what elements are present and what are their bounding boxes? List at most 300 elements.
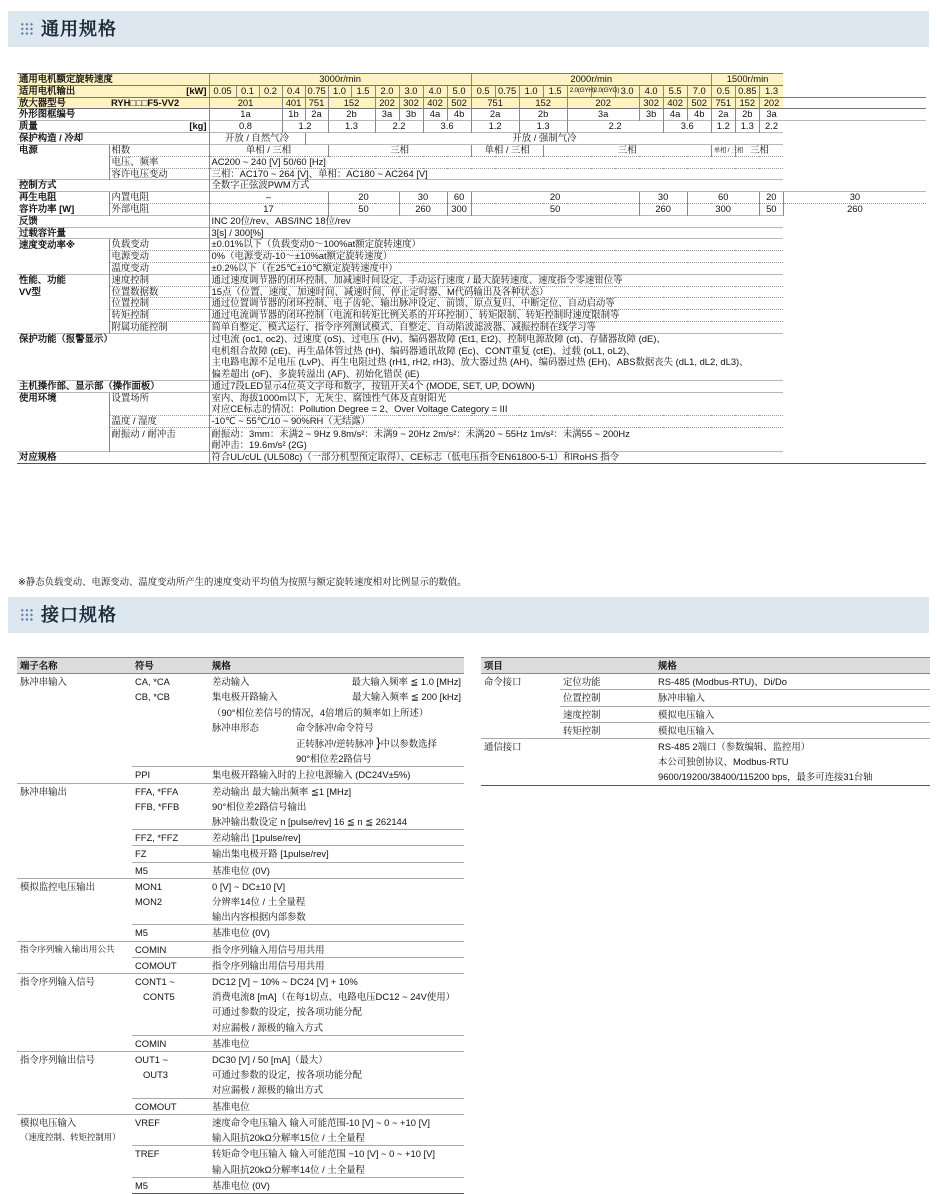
comout-spec: 指令序列输出用信号用共用 <box>209 957 464 973</box>
output-cell: 0.5 <box>471 85 495 97</box>
load-var-row <box>17 239 926 251</box>
col-header: 规格 <box>209 658 464 674</box>
m5-spec: 基准电位 (0V) <box>209 925 464 941</box>
phase-label: 相数 <box>109 144 209 156</box>
seq-out-sym: OUT3 <box>143 1069 169 1081</box>
frame-label: 外形图框编号 <box>19 108 76 120</box>
external-cell: 50 <box>328 203 399 215</box>
aux-row <box>17 322 926 334</box>
model-cell: 401 <box>282 97 305 109</box>
pulse-form: 正转脉冲/逆转脉冲 <box>296 738 374 750</box>
power-var-label: 电源变动 <box>109 251 209 263</box>
cmd-if-label: 命令接口 <box>481 674 560 739</box>
output-cell: 1.3 <box>759 85 783 97</box>
monitor-sym: MON1 <box>135 880 163 892</box>
speed-group-1500: 1500r/min <box>711 74 783 86</box>
mass-cell: 1.3 <box>519 121 567 133</box>
model-row <box>17 97 926 109</box>
operation-label: 主机操作部、显示部（操作面板） <box>17 381 209 393</box>
table-row <box>481 674 930 690</box>
pulse-out-sym: FFA, *FFA <box>135 785 179 797</box>
temp-var-row <box>17 263 926 275</box>
phase-cell: 三相 <box>543 144 711 156</box>
mass-cell: 1.3 <box>735 121 759 133</box>
frame-cell: 2a <box>305 109 328 121</box>
m5-spec: 基准电位 (0V) <box>209 1177 464 1193</box>
cooling-natural: 开放 / 自然气冷 <box>209 133 305 145</box>
pulse-in-sym: CA, *CA <box>135 676 170 688</box>
col-header: 项目 <box>481 658 560 674</box>
common-name: 指令序列输入输出用公共 <box>17 941 132 973</box>
monitor-l1: 0 [V] ~ DC±10 [V] <box>212 880 286 892</box>
comin-sym: COMIN <box>132 1035 209 1051</box>
mass-cell: 1.2 <box>282 121 328 133</box>
model-cell: 202 <box>375 97 399 109</box>
control-method-label: 控制方式 <box>17 180 209 192</box>
pulse-in-symbols <box>132 674 209 767</box>
regen-label: 再生电阻 <box>17 192 109 204</box>
speed-group-2000: 2000r/min <box>471 74 711 86</box>
frame-cell: 4a <box>423 109 447 121</box>
comin-spec: 基准电位 <box>209 1035 464 1051</box>
output-cell: 2.0(GYG) <box>591 85 615 97</box>
item-label: 定位功能 <box>563 676 601 688</box>
vib-line: 耐振动：3mm：未满2 ~ 9Hz 9.8m/s²：未满9 ~ 20Hz 2m/s²：未满20 ~ 55Hz 1m/s²：未满55 ~ 200Hz <box>209 428 783 440</box>
seq-in-l3: 可通过参数的设定，按各项功能分配 <box>212 1006 363 1018</box>
frame-cell: 4a <box>663 109 687 121</box>
external-cell: 260 <box>639 203 687 215</box>
pulse-out-symbols <box>132 783 209 830</box>
install-row <box>17 392 926 404</box>
vref-l1: 速度命令电压输入 输入可能范围-10 [V] ~ 0 ~ +10 [V] <box>212 1116 431 1128</box>
pulse-in-l3: （90°相位差信号的情况，4倍增后的频率如上所述） <box>212 706 429 718</box>
mass-cell: 0.8 <box>209 121 282 133</box>
brace-icon: } <box>376 735 381 751</box>
protect-line: 主电路电源不足电压 (LvP)、再生电阻过热 (rH1, rH2, rH3)、放大器过热 (AH)、编码器过热 (EH)、ABS数据丧失 (dL1, dL2, dL3)、 <box>209 357 783 369</box>
external-cell: 300 <box>687 203 759 215</box>
pos-data-value: 15点（位置、速度、加速时间、减速时间、停止定时器、M代码输出及各种状态） <box>209 286 783 298</box>
seq-out-l1: DC30 [V] / 50 [mA]（最大） <box>212 1054 328 1066</box>
mass-row <box>17 121 926 133</box>
perf-label: 性能、功能 <box>17 274 109 286</box>
pos-ctrl-value: 通过位置调节器的闭环控制、电子齿轮、输出脉冲设定、前馈、原点复归、中断定位、自动启动等 <box>209 298 783 310</box>
model-cell: 152 <box>735 97 759 109</box>
seq-in-name: 指令序列输入信号 <box>17 974 132 1052</box>
output-cell: 2.0(GYH) <box>567 85 591 97</box>
feedback-value: INC 20位/rev、ABS/INC 18位/rev <box>209 215 783 227</box>
external-cell: 260 <box>783 203 926 215</box>
pulse-in-l1: 差动输入 <box>212 676 250 688</box>
power-label: 电源 <box>17 144 109 156</box>
pulse-out-sym: FFB, *FFB <box>135 800 180 812</box>
item-label: 速度控制 <box>560 706 655 722</box>
seq-out-name: 指令序列输出信号 <box>17 1052 132 1115</box>
pulse-in-line <box>209 674 464 690</box>
output-label: 适用电机输出 <box>17 85 109 97</box>
col-header: 规格 <box>655 658 930 674</box>
torque-ctrl-value: 通过电流调节器的闭环控制（电流和转矩比例关系的开环控制）、转矩限制、转矩控制时速度限制等 <box>209 310 783 322</box>
control-method-value: 全数字正弦波PWM方式 <box>209 180 783 192</box>
env-label: 使用环境 <box>17 392 109 404</box>
output-cell: 5.0 <box>447 85 471 97</box>
model-cell: 302 <box>639 97 663 109</box>
frame-cell: 3a <box>759 109 783 121</box>
col-header: 端子名称 <box>17 658 132 674</box>
pulse-out-name: 脉冲串输出 <box>17 783 132 878</box>
vref-sym: VREF <box>135 1116 161 1128</box>
table-header-row <box>17 658 464 674</box>
output-cell: 3.0 <box>399 85 423 97</box>
phase-cell: 单相 / 三相 <box>471 144 543 156</box>
frame-cell: 3b <box>639 109 663 121</box>
monitor-l2: 分辨率14位 / 土全量程 <box>212 896 306 908</box>
model-cell: 302 <box>399 97 423 109</box>
monitor-sym: MON2 <box>135 896 163 908</box>
protect-label: 保护功能（报警显示） <box>17 333 209 345</box>
model-cell: 402 <box>423 97 447 109</box>
analog-in-name-cell <box>17 1114 132 1193</box>
comout-sym: COMOUT <box>132 957 209 973</box>
m5-sym: M5 <box>132 925 209 941</box>
tref-sym: TREF <box>132 1146 209 1177</box>
m5-spec: 基准电位 (0V) <box>209 862 464 878</box>
temp-hum-row <box>17 416 926 428</box>
speed-group-3000: 3000r/min <box>209 74 471 86</box>
table-row <box>17 783 464 799</box>
protect-line: 电机组合故障 (cE)、再生晶体管过热 (tH)、编码器通讯故障 (Ec)、CONT重复 (ctE)、过载 (oL1, oL2)、 <box>209 345 783 357</box>
rated-speed-row <box>17 74 926 86</box>
internal-cell: 30 <box>783 192 926 204</box>
pos-data-row <box>17 286 926 298</box>
internal-cell: – <box>209 192 328 204</box>
external-cell: 260 <box>399 203 447 215</box>
std-row <box>17 451 926 463</box>
item-spec: RS-485 (Modbus-RTU)、Di/Do <box>658 676 788 688</box>
table-row <box>17 941 464 957</box>
mass-cell: 1.3 <box>328 121 375 133</box>
feedback-row <box>17 215 926 227</box>
comout-spec: 基准电位 <box>209 1098 464 1114</box>
frame-cell: 3b <box>399 109 423 121</box>
mass-unit: [kg] <box>109 121 209 133</box>
model-label: 放大器型号 <box>17 97 109 109</box>
internal-cell: 30 <box>639 192 687 204</box>
pulse-in-name: 脉冲串输入 <box>17 674 132 783</box>
pulse-in-l2r: 最大输入频率 ≦ 200 [kHz] <box>352 691 461 703</box>
internal-cell: 60 <box>447 192 471 204</box>
model-cell: 152 <box>519 97 567 109</box>
col-header: 符号 <box>132 658 209 674</box>
seq-in-l1: DC12 [V] − 10% ~ DC24 [V] + 10% <box>212 976 358 988</box>
mass-cell: 2.2 <box>759 121 783 133</box>
table-row <box>17 674 464 690</box>
model-name: RYH□□□F5-VV2 <box>109 97 209 109</box>
protect-line: 偏差超出 (oF)、多旋转溢出 (AF)、初始化错误 (iE) <box>209 369 783 381</box>
output-cell: 0.75 <box>495 85 519 97</box>
comin-spec: 指令序列输入用信号用共用 <box>212 943 325 955</box>
install-label: 设置场所 <box>109 392 209 404</box>
interface-terminal-table <box>17 657 464 1194</box>
comm-if-label: 通信接口 <box>481 739 655 786</box>
torque-ctrl-row <box>17 310 926 322</box>
output-cell: 4.0 <box>639 85 663 97</box>
dots-icon <box>20 22 34 36</box>
power-var-row <box>17 251 926 263</box>
general-spec-title: 通用规格 <box>41 18 117 39</box>
pulse-form: 命令脉冲/命令符号 <box>296 721 374 733</box>
phase-cell: 单相 / 三相 <box>711 144 735 156</box>
voltage-row <box>17 156 926 168</box>
phase-cell: 单相 / 三相 <box>209 144 328 156</box>
external-cell: 17 <box>209 203 328 215</box>
seq-out-l3: 对应漏极 / 源极的输出方式 <box>212 1084 323 1096</box>
overload-label: 过载容许量 <box>17 227 209 239</box>
model-cell: 502 <box>687 97 711 109</box>
frame-cell: 2b <box>328 109 375 121</box>
seq-in-l4: 对应漏极 / 源极的输入方式 <box>212 1021 323 1033</box>
interface-spec-header <box>8 597 929 633</box>
control-method-row <box>17 180 926 192</box>
pulse-in-l2: 集电极开路输入 <box>212 691 278 703</box>
m5-sym: M5 <box>132 1177 209 1193</box>
protect-row <box>17 345 926 357</box>
pos-ctrl-label: 位置控制 <box>109 298 209 310</box>
general-spec-table <box>17 73 926 464</box>
overload-value: 3[s] / 300[%] <box>209 227 783 239</box>
analog-in-name2: （速度控制、转矩控制用） <box>20 1132 121 1143</box>
pulse-form-line <box>209 735 464 751</box>
monitor-name: 模拟监控电压输出 <box>17 878 132 941</box>
fz-sym: FZ <box>132 846 209 862</box>
seq-out-symbols <box>132 1052 209 1099</box>
item-spec: 模拟电压输入 <box>655 722 930 738</box>
output-cell: 1.5 <box>351 85 375 97</box>
std-value: 符合UL/cUL (UL508c)（一部分机型预定取得）、CE标志（低电压指令EN61800-5-1）和RoHS 指令 <box>209 451 783 463</box>
dots-icon <box>20 608 34 622</box>
pulse-form: 90°相位差2路信号 <box>296 753 372 765</box>
temp-var-label: 温度变动 <box>109 263 209 275</box>
ffz-sym: FFZ, *FFZ <box>132 830 209 846</box>
analog-in-name: 模拟电压输入 <box>20 1116 77 1128</box>
regen-external-row <box>17 203 926 215</box>
m5-sym: M5 <box>132 862 209 878</box>
table-row <box>481 739 930 755</box>
vib-row <box>17 428 926 440</box>
phase-cell: 三相 <box>735 144 783 156</box>
frame-cell: 1a <box>209 109 282 121</box>
seq-in-symbols <box>132 974 209 1036</box>
item-spec: 模拟电压输入 <box>655 706 930 722</box>
mass-cell: 1.2 <box>711 121 735 133</box>
comm-line: RS-485 2端口（参数编辑、监控用） <box>658 741 811 753</box>
output-unit: [kW] <box>109 85 209 97</box>
mass-cell: 3.6 <box>663 121 711 133</box>
install-row <box>17 404 926 416</box>
seq-in-l2: 消费电流8 [mA]（在每1切点、电路电压DC12 ~ 24V使用） <box>212 991 456 1003</box>
output-cell: 1.0 <box>519 85 543 97</box>
pulse-out-l1: 差动输出 最大输出频率 ≦1 [MHz] <box>212 785 352 797</box>
output-cell: 0.05 <box>209 85 236 97</box>
item-label: 转矩控制 <box>560 722 655 738</box>
mass-cell: 1.2 <box>471 121 519 133</box>
feedback-label: 反馈 <box>17 215 209 227</box>
comout-sym: COMOUT <box>132 1098 209 1114</box>
output-row <box>17 85 926 97</box>
monitor-l3: 输出内容根据内部参数 <box>212 911 306 923</box>
voltage-label: 电压、频率 <box>109 156 209 168</box>
mass-cell: 3.6 <box>423 121 471 133</box>
external-cell: 50 <box>759 203 783 215</box>
internal-cell: 20 <box>471 192 639 204</box>
frame-cell: 2b <box>735 109 759 121</box>
frame-cell: 4b <box>687 109 711 121</box>
pulse-out-l3: 脉冲输出数设定 n [pulse/rev] 16 ≦ n ≦ 262144 <box>212 816 407 828</box>
install-line: 对应CE标志的情况：Pollution Degree = 2、Over Voltage Category = III <box>209 404 783 416</box>
tref-l2: 输入阻抗20kΩ分解率14位 / 土全量程 <box>212 1163 365 1175</box>
comm-line: 9600/19200/38400/115200 bps，最多可连接31台轴 <box>655 769 930 785</box>
voltage-value: AC200 ~ 240 [V] 50/60 [Hz] <box>209 156 783 168</box>
vib-label: 耐振动 / 耐冲击 <box>109 428 209 440</box>
internal-cell: 60 <box>687 192 759 204</box>
tolerance-value: 三相：AC170 ~ 264 [V]、单相：AC180 ~ AC264 [V] <box>209 168 783 180</box>
tref-l1: 转矩命令电压输入 输入可能范围 −10 [V] ~ 0 ~ +10 [V] <box>209 1146 464 1162</box>
vib-row <box>17 440 926 452</box>
phase-row <box>17 144 926 156</box>
model-cell: 502 <box>447 97 471 109</box>
interface-item-table <box>481 657 930 786</box>
pos-data-label: 位置数据数 <box>109 286 209 298</box>
model-cell: 751 <box>305 97 328 109</box>
frame-cell: 2a <box>471 109 519 121</box>
output-cell: 3.0 <box>615 85 639 97</box>
temp-var-value: ±0.2%以下（在25℃±10℃额定旋转速度中） <box>209 263 783 275</box>
pulse-form-line <box>209 751 464 767</box>
output-cell: 0.4 <box>282 85 305 97</box>
footnote: ※静态负载变动、电源变动、温度变动所产生的速度变动平均值为按照与额定旋转速度相对比例显示的数值。 <box>18 576 467 587</box>
torque-ctrl-label: 转矩控制 <box>109 310 209 322</box>
table-header-row <box>481 658 930 674</box>
col-header <box>560 658 655 674</box>
aux-label: 附属功能控制 <box>109 322 209 334</box>
rated-speed-label: 通用电机额定旋转速度 <box>17 74 209 86</box>
internal-cell: 20 <box>759 192 783 204</box>
table-row <box>17 1052 464 1068</box>
frame-cell: 2b <box>519 109 567 121</box>
external-cell: 300 <box>447 203 471 215</box>
operation-row <box>17 381 926 393</box>
vref-l2: 输入阻抗20kΩ分解率15位 / 土全量程 <box>212 1132 365 1144</box>
comin-sym: COMIN <box>135 943 167 955</box>
output-cell: 2.0 <box>375 85 399 97</box>
pulse-in-l1r: 最大输入频率 ≦ 1.0 [MHz] <box>351 676 461 688</box>
frame-cell: 1b <box>282 109 305 121</box>
ppi-spec: 集电极开路输入时的上拉电源输入 (DC24V±5%) <box>209 767 464 783</box>
ppi-sym: PPI <box>132 767 209 783</box>
model-cell: 402 <box>663 97 687 109</box>
cooling-forced: 开放 / 强制气冷 <box>305 133 783 145</box>
model-cell: 201 <box>209 97 282 109</box>
pulse-form-line <box>209 720 464 735</box>
interface-spec-title: 接口规格 <box>41 604 117 625</box>
frame-cell: 3a <box>567 109 639 121</box>
mass-label: 质量 <box>17 121 109 133</box>
speed-ctrl-label: 速度控制 <box>109 274 209 286</box>
pulse-form-label: 脉冲串形态 <box>212 721 259 733</box>
protect-row <box>17 333 926 345</box>
model-cell: 751 <box>471 97 519 109</box>
speed-var-label: 速度变动率※ <box>17 239 109 251</box>
cooling-label: 保护构造 / 冷却 <box>17 133 209 145</box>
output-cell: 0.75 <box>305 85 328 97</box>
seq-out-l2: 可通过参数的设定，按各项功能分配 <box>212 1069 363 1081</box>
item-label: 位置控制 <box>560 690 655 706</box>
speed-ctrl-row <box>17 274 926 286</box>
table-row <box>17 1114 464 1130</box>
mass-cell: 2.2 <box>567 121 663 133</box>
ffz-spec: 差动输出 [1pulse/rev] <box>209 830 464 846</box>
model-cell: 751 <box>711 97 735 109</box>
frame-row <box>17 109 926 121</box>
vib-line: 耐冲击：19.6m/s² (2G) <box>209 440 783 452</box>
internal-cell: 20 <box>328 192 399 204</box>
speed-ctrl-value: 通过速度调节器的闭环控制、加减速时间设定、手动运行速度 / 最大旋转速度、速度指令零速钳位等 <box>209 274 783 286</box>
internal-label: 内置电阻 <box>109 192 209 204</box>
output-cell: 1.0 <box>328 85 351 97</box>
frame-cell: 4b <box>447 109 471 121</box>
pulse-in-line <box>209 689 464 704</box>
fz-spec: 输出集电极开路 [1pulse/rev] <box>209 846 464 862</box>
table-row <box>17 974 464 990</box>
output-cell: 7.0 <box>687 85 711 97</box>
model-cell: 152 <box>328 97 375 109</box>
pulse-in-sym: CB, *CB <box>135 691 170 703</box>
seq-in-sym: CONT5 <box>143 991 175 1003</box>
internal-cell: 30 <box>399 192 447 204</box>
regen-power-label: 容许功率 [W] <box>19 202 75 214</box>
phase-cell: 三相 <box>328 144 471 156</box>
temp-hum-value: -10℃ ~ 55℃/10 ~ 90%RH（无结露） <box>209 416 783 428</box>
general-spec-header <box>8 11 929 47</box>
std-label: 对应规格 <box>17 451 209 463</box>
output-cell: 0.85 <box>735 85 759 97</box>
model-cell: 202 <box>567 97 639 109</box>
overload-row <box>17 227 926 239</box>
seq-in-sym: CONT1 ~ <box>135 976 175 988</box>
output-cell: 1.5 <box>543 85 567 97</box>
seq-out-sym: OUT1 ~ <box>135 1054 169 1066</box>
operation-value: 通过7段LED显示4位英文字母和数字，按钮开关4个 (MODE, SET, UP, DOWN) <box>209 381 783 393</box>
power-var-value: 0%（电源变动-10～±10%at额定旋转速度） <box>209 251 783 263</box>
load-var-value: ±0.01%以下（负载变动0～100%at额定旋转速度） <box>209 239 783 251</box>
regen-internal-row <box>17 192 926 204</box>
pos-ctrl-row <box>17 298 926 310</box>
mass-cell: 2.2 <box>375 121 423 133</box>
table-row <box>17 878 464 894</box>
tolerance-label: 容许电压变动 <box>109 168 209 180</box>
output-cell: 0.2 <box>259 85 282 97</box>
pulse-form-note: 中以参数选择 <box>380 738 437 750</box>
load-var-label: 负载变动 <box>109 239 209 251</box>
aux-value: 简单自整定、模式运行、指令序列测试模式、自整定、自动陷波滤波器、减振控制在线学习等 <box>209 322 783 334</box>
output-cell: 5.5 <box>663 85 687 97</box>
perf-label-2: VV型 <box>19 285 41 297</box>
output-cell: 4.0 <box>423 85 447 97</box>
pulse-out-l2: 90°相位差2路信号输出 <box>212 800 307 812</box>
model-cell: 202 <box>759 97 783 109</box>
temp-hum-label: 温度 / 湿度 <box>109 416 209 428</box>
output-cell: 0.5 <box>711 85 735 97</box>
external-cell: 50 <box>471 203 639 215</box>
